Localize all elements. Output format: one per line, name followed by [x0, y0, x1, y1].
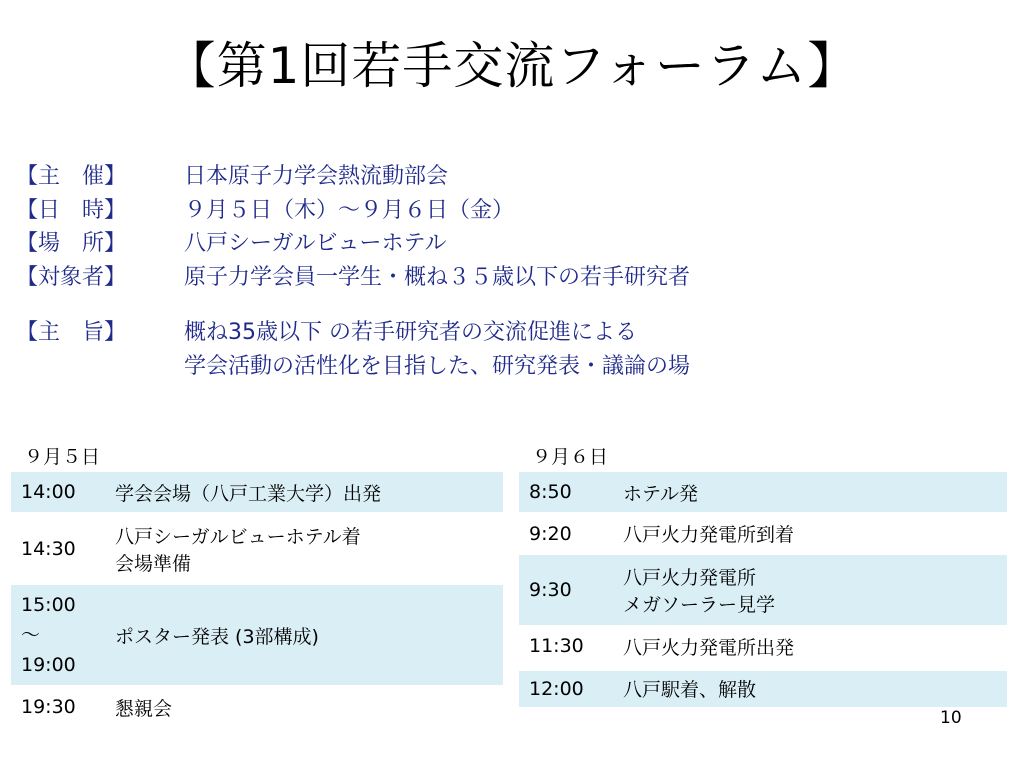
table-row	[11, 512, 503, 585]
info-value: 原子力学会員一学生・概ね３５歳以下の若手研究者	[184, 264, 691, 290]
time-cell: 9:30	[529, 579, 572, 601]
info-label: 【場 所】	[16, 231, 127, 257]
event-cell: 八戸駅着、解散	[623, 669, 1007, 707]
info-row-organizer	[16, 158, 690, 192]
info-row-audience	[16, 259, 690, 293]
table-row	[11, 685, 503, 729]
event-line: 八戸火力発電所	[623, 567, 757, 589]
time-line: ～	[21, 624, 41, 646]
event-cell: 学会会場（八戸工業大学）出発	[115, 482, 382, 505]
event-cell	[623, 555, 1007, 625]
day2-schedule-table	[519, 472, 1007, 707]
event-info	[16, 158, 690, 381]
info-label: 【日 時】	[16, 197, 127, 223]
event-cell: 八戸火力発電所到着	[623, 524, 795, 546]
event-line: 会場準備	[115, 552, 192, 575]
table-row	[519, 512, 1007, 555]
time-cell: 14:00	[21, 481, 76, 503]
table-row	[519, 472, 1007, 512]
time-line: 19:00	[21, 654, 76, 676]
day1-label: ９月５日	[24, 446, 101, 468]
day2-label: ９月６日	[532, 446, 609, 468]
info-row-purpose	[16, 314, 690, 348]
event-cell: 懇親会	[115, 697, 173, 720]
time-cell: 8:50	[529, 481, 572, 503]
info-label: 【主 旨】	[16, 320, 127, 346]
event-line: 八戸シーガルビューホテル着	[115, 525, 361, 548]
table-row	[11, 585, 503, 685]
purpose-line-1: 概ね35歳以下 の若手研究者の交流促進による	[184, 320, 637, 346]
time-cell: 9:20	[529, 522, 572, 545]
info-label: 【対象者】	[16, 264, 127, 290]
time-cell: 11:30	[529, 635, 584, 658]
info-value: ９月５日（木）～９月６日（金）	[184, 197, 515, 223]
info-value: 日本原子力学会熱流動部会	[184, 164, 449, 190]
slide-title: 【第1回若手交流フォーラム】	[165, 37, 859, 95]
info-label: 【主 催】	[16, 164, 127, 190]
info-value: 八戸シーガルビューホテル	[184, 231, 447, 257]
purpose-line-2: 学会活動の活性化を目指した、研究発表・議論の場	[184, 353, 691, 379]
table-row	[519, 555, 1007, 625]
time-cell: 14:30	[21, 537, 76, 560]
event-cell: ポスター発表 (3部構成)	[115, 625, 319, 648]
event-cell: ホテル発	[623, 482, 699, 505]
time-line: 15:00	[21, 594, 76, 616]
event-line: メガソーラー見学	[623, 594, 776, 616]
info-row-purpose-cont	[16, 348, 690, 382]
event-cell: 八戸火力発電所出発	[623, 636, 795, 659]
info-row-venue	[16, 225, 690, 259]
event-cell	[115, 512, 503, 585]
page-number: 10	[940, 708, 962, 728]
time-cell: 19:30	[21, 696, 76, 718]
table-row	[519, 669, 1007, 707]
time-cell	[11, 585, 115, 685]
info-row-date	[16, 192, 690, 226]
time-cell: 12:00	[519, 669, 623, 707]
table-row	[519, 625, 1007, 669]
day1-schedule-table	[11, 472, 503, 729]
table-row	[11, 472, 503, 512]
